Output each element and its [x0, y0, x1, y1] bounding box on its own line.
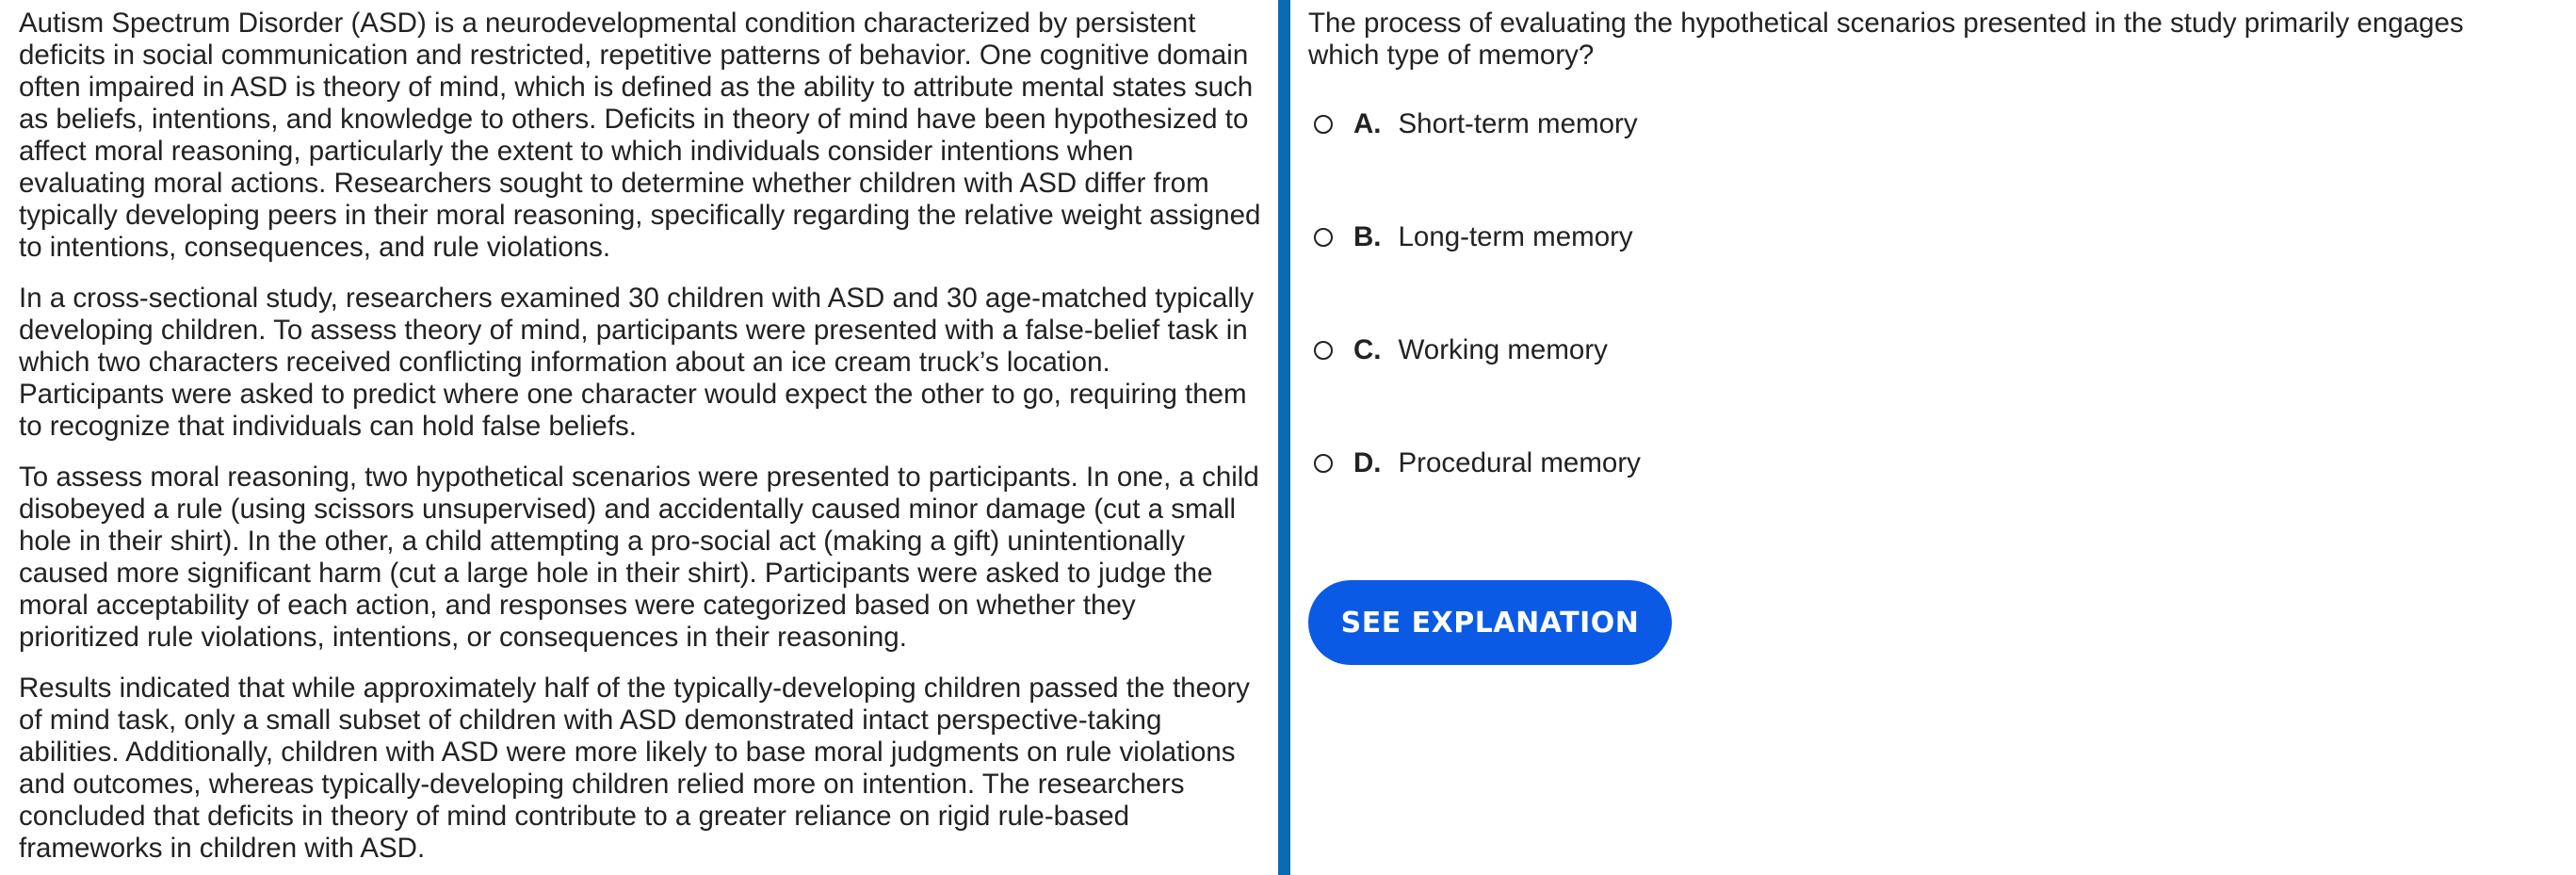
passage-paragraph-4: Results indicated that while approximately half of the typically-developing children passed the theory of mind task, only a small subset of children with ASD demonstrated intact perspective-taking abilities. Additionally, children with ASD were more likely to base moral judgments on rule violations and outcomes, whereas typically-developing children relied more on intention. The researchers concluded that deficits in theory of mind contribute to a greater reliance on rigid rule-based frameworks in children with ASD. — [19, 672, 1250, 864]
radio-button-icon[interactable] — [1314, 341, 1333, 360]
radio-button-icon[interactable] — [1314, 115, 1333, 134]
option-letter: D. — [1353, 447, 1382, 478]
see-explanation-button[interactable]: SEE EXPLANATION — [1308, 580, 1672, 665]
question-stem: The process of evaluating the hypothetical scenarios presented in the study primarily engages which type of memory? — [1308, 8, 2464, 71]
option-letter: C. — [1353, 334, 1382, 365]
passage-paragraph-2: In a cross-sectional study, researchers examined 30 children with ASD and 30 age-matched typically developing children. To assess theory of mind, participants were presented with a false-belief task in which two characters received conflicting information about an ice cream truck’s location. Participants were asked to predict where one character would expect the other to go, requiring them to recognize that individuals can hold false beliefs. — [19, 283, 1255, 442]
radio-button-icon[interactable] — [1314, 228, 1333, 247]
question-panel — [1308, 8, 2533, 640]
answer-option-d[interactable] — [1308, 445, 2533, 482]
passage-paragraph-1: Autism Spectrum Disorder (ASD) is a neurodevelopmental condition characterized by persistent deficits in social communication and restricted, repetitive patterns of behavior. One cognitive domain often impaired in ASD is theory of mind, which is defined as the ability to attribute mental states such as beliefs, intentions, and knowledge to others. Deficits in theory of mind have been hypothesized to affect moral reasoning, particularly the extent to which individuals consider intentions when evaluating moral actions. Researchers sought to determine whether children with ASD differ from typically developing peers in their moral reasoning, specifically regarding the relative weight assigned to intentions, consequences, and rule violations. — [19, 8, 1261, 263]
passage-panel — [19, 8, 1262, 875]
passage-paragraph-3: To assess moral reasoning, two hypothetical scenarios were presented to participants. In one, a child disobeyed a rule (using scissors unsupervised) and accidentally caused minor damage (cut a small hole in their shirt). In the other, a child attempting a pro-social act (making a gift) unintentionally caused more significant harm (cut a large hole in their shirt). Participants were asked to judge the moral acceptability of each action, and responses were categorized based on whether they prioritized rule violations, intentions, or consequences in their reasoning. — [19, 462, 1259, 653]
option-letter: B. — [1353, 221, 1382, 252]
panel-divider[interactable] — [1278, 0, 1290, 875]
radio-button-icon[interactable] — [1314, 454, 1333, 473]
answer-option-b[interactable] — [1308, 219, 2533, 256]
option-letter: A. — [1353, 108, 1382, 139]
answer-option-a[interactable] — [1308, 105, 2533, 143]
option-text: Short-term memory — [1398, 108, 1638, 139]
option-text: Working memory — [1398, 334, 1608, 365]
answer-option-c[interactable] — [1308, 332, 2533, 369]
option-text: Long-term memory — [1398, 221, 1633, 252]
option-text: Procedural memory — [1398, 447, 1641, 478]
